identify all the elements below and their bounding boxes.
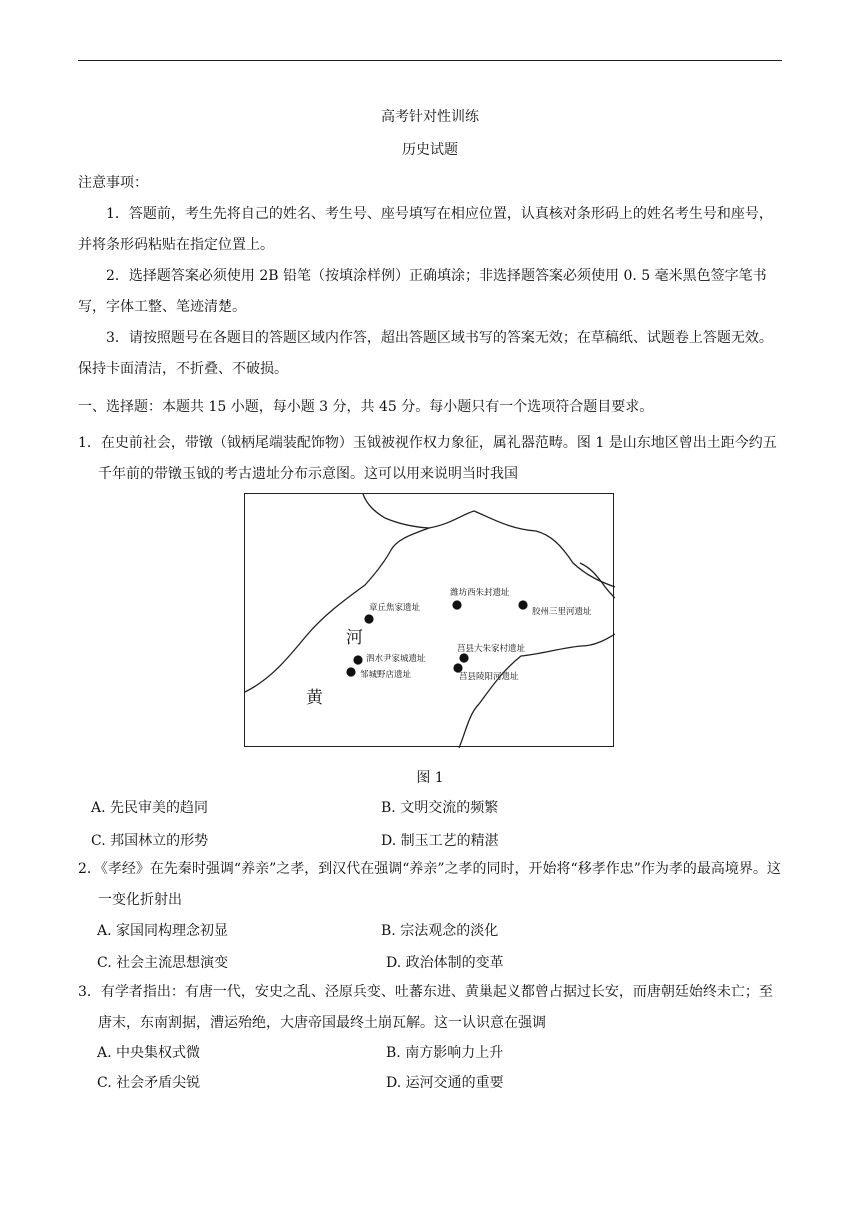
site-sishui [353, 653, 426, 665]
figure-1-caption: 图 1 [416, 770, 444, 786]
section-heading: 一、选择题：本题共 15 小题，每小题 3 分，共 45 分。每小题只有一个选项符合题目要求。 [78, 399, 654, 415]
site-dot [353, 655, 362, 664]
site-dot [518, 600, 527, 609]
figure-1-map [244, 493, 614, 747]
question-3-stem: 3．有学者指出：有唐一代，安史之乱、泾原兵变、吐蕃东进、黄巢起义都曾占据过长安，而唐朝廷始终未亡；至唐末，东南割据，漕运殆绝，大唐帝国最终土崩瓦解。这一认识意在强调 [78, 984, 773, 1031]
site-juxian-dazhujia [457, 643, 526, 663]
site-label: 章丘焦家遗址 [369, 603, 421, 613]
q3-option-a[interactable]: A. 中央集权式微 [97, 1045, 201, 1061]
site-label: 莒县大朱家村遗址 [457, 644, 526, 654]
map-land-outline [245, 511, 615, 692]
site-label: 邹城野店遗址 [360, 670, 412, 680]
q1-option-b[interactable]: B. 文明交流的频繁 [381, 800, 499, 816]
site-label: 胶州三里河遗址 [532, 607, 592, 617]
q3-option-b[interactable]: B. 南方影响力上升 [386, 1045, 504, 1061]
site-label: 潍坊西朱封遗址 [450, 588, 510, 598]
q2-option-a[interactable]: A. 家国同构理念初显 [97, 923, 229, 939]
map-right-edge-line [580, 563, 615, 598]
q1-option-d[interactable]: D. 制玉工艺的精湛 [381, 833, 499, 849]
notice-item-3: 3．请按照题号在各题目的答题区域内作答，超出答题区域书写的答案无效；在草稿纸、试题卷上答题无效。保持卡面清洁，不折叠、不破损。 [78, 330, 773, 377]
map-top-river [363, 494, 429, 528]
site-label: 莒县陵阳河遗址 [459, 672, 519, 682]
q2-option-c[interactable]: C. 社会主流思想演变 [97, 955, 229, 971]
question-2-stem: 2．《孝经》在先秦时强调“养亲”之孝，到汉代在强调“养亲”之孝的同时，开始将“移孝作忠”作为孝的最高境界。这一变化折射出 [78, 861, 781, 908]
river-char-huang: 黄 [306, 688, 323, 708]
question-1-stem: 1．在史前社会，带镦（钺柄尾端装配饰物）玉钺被视作权力象征，属礼器范畴。图 1 是山东地区曾出土距今约五千年前的带镦玉钺的考古遗址分布示意图。这可以用来说明当时我国 [78, 435, 777, 482]
site-label: 泗水尹家城遗址 [366, 654, 426, 664]
q3-option-c[interactable]: C. 社会矛盾尖锐 [97, 1075, 201, 1091]
site-dot [459, 653, 468, 662]
exam-title: 高考针对性训练 [381, 109, 479, 125]
top-rule [78, 60, 782, 61]
notice-heading: 注意事项： [78, 175, 148, 191]
river-char-he: 河 [346, 628, 363, 648]
site-weifang [450, 587, 510, 610]
site-dot [452, 600, 461, 609]
notice-item-2: 2．选择题答案必须使用 2B 铅笔（按填涂样例）正确填涂；非选择题答案必须使用 0. 5 毫米黑色签字笔书写，字体工整、笔迹清楚。 [78, 268, 767, 315]
q3-option-d[interactable]: D. 运河交通的重要 [386, 1075, 504, 1091]
q2-option-b[interactable]: B. 宗法观念的淡化 [381, 923, 499, 939]
q1-option-c[interactable]: C. 邦国林立的形势 [91, 833, 209, 849]
site-zhangqiu [364, 602, 420, 624]
map-svg [245, 494, 615, 748]
exam-subtitle: 历史试题 [402, 142, 458, 158]
q2-option-d[interactable]: D. 政治体制的变革 [386, 955, 504, 971]
site-zoucheng [346, 667, 411, 680]
site-jiaozhou [518, 600, 592, 617]
site-dot [364, 614, 373, 623]
notice-item-1: 1．答题前，考生先将自己的姓名、考生号、座号填写在相应位置，认真核对条形码上的姓名考生号和座号，并将条形码粘贴在指定位置上。 [78, 206, 773, 253]
site-dot [346, 667, 355, 676]
q1-option-a[interactable]: A. 先民审美的趋同 [91, 800, 209, 816]
